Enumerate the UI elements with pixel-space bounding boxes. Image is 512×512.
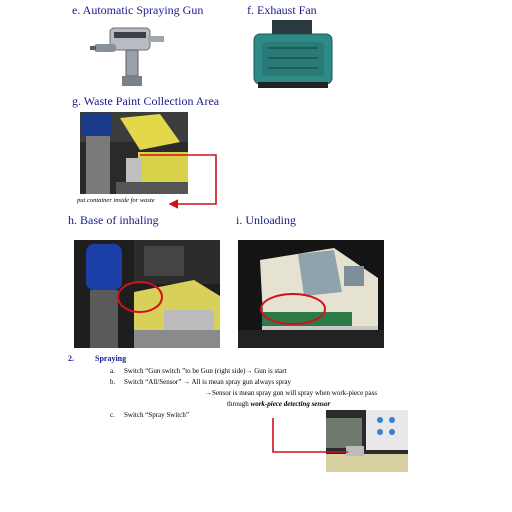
step-c-marker: c. xyxy=(110,411,115,419)
unloading-heading: i. Unloading xyxy=(236,213,296,227)
step-a-marker: a. xyxy=(110,367,115,375)
step-b-sensor-prefix: through xyxy=(227,400,251,408)
step-a-text: Switch “Gun switch ”to be Gun (right side)→ Gun is start xyxy=(124,367,287,375)
work-piece-sensor-emphasis: work-piece detecting sensor xyxy=(250,400,331,408)
waste-area-caption: put container inside for waste xyxy=(77,197,155,204)
waste-area-heading: g. Waste Paint Collection Area xyxy=(72,94,220,108)
step-b-text: Switch “All/Sensor” → All is mean spray gun always spray xyxy=(124,378,292,386)
step-b-sensor-text: →Sensor is mean spray gun will spray when work-piece pass xyxy=(205,389,378,397)
spray-switch-photo xyxy=(326,410,408,472)
base-inhaling-heading: h. Base of inhaling xyxy=(68,213,159,227)
base-inhaling-photo xyxy=(74,240,220,348)
waste-area-photo xyxy=(80,112,188,194)
exhaust-fan-heading: f. Exhaust Fan xyxy=(247,3,317,17)
section-number: 2. xyxy=(68,354,74,363)
unloading-photo xyxy=(238,240,384,348)
spraying-gun-photo xyxy=(90,20,175,92)
step-b-marker: b. xyxy=(110,378,116,386)
step-b-sensor-continuation xyxy=(227,400,330,408)
spraying-gun-heading: e. Automatic Spraying Gun xyxy=(72,3,204,17)
step-c-text: Switch “Spray Switch” xyxy=(124,411,189,419)
spraying-title: Spraying xyxy=(95,354,127,363)
exhaust-fan-photo xyxy=(248,20,336,88)
